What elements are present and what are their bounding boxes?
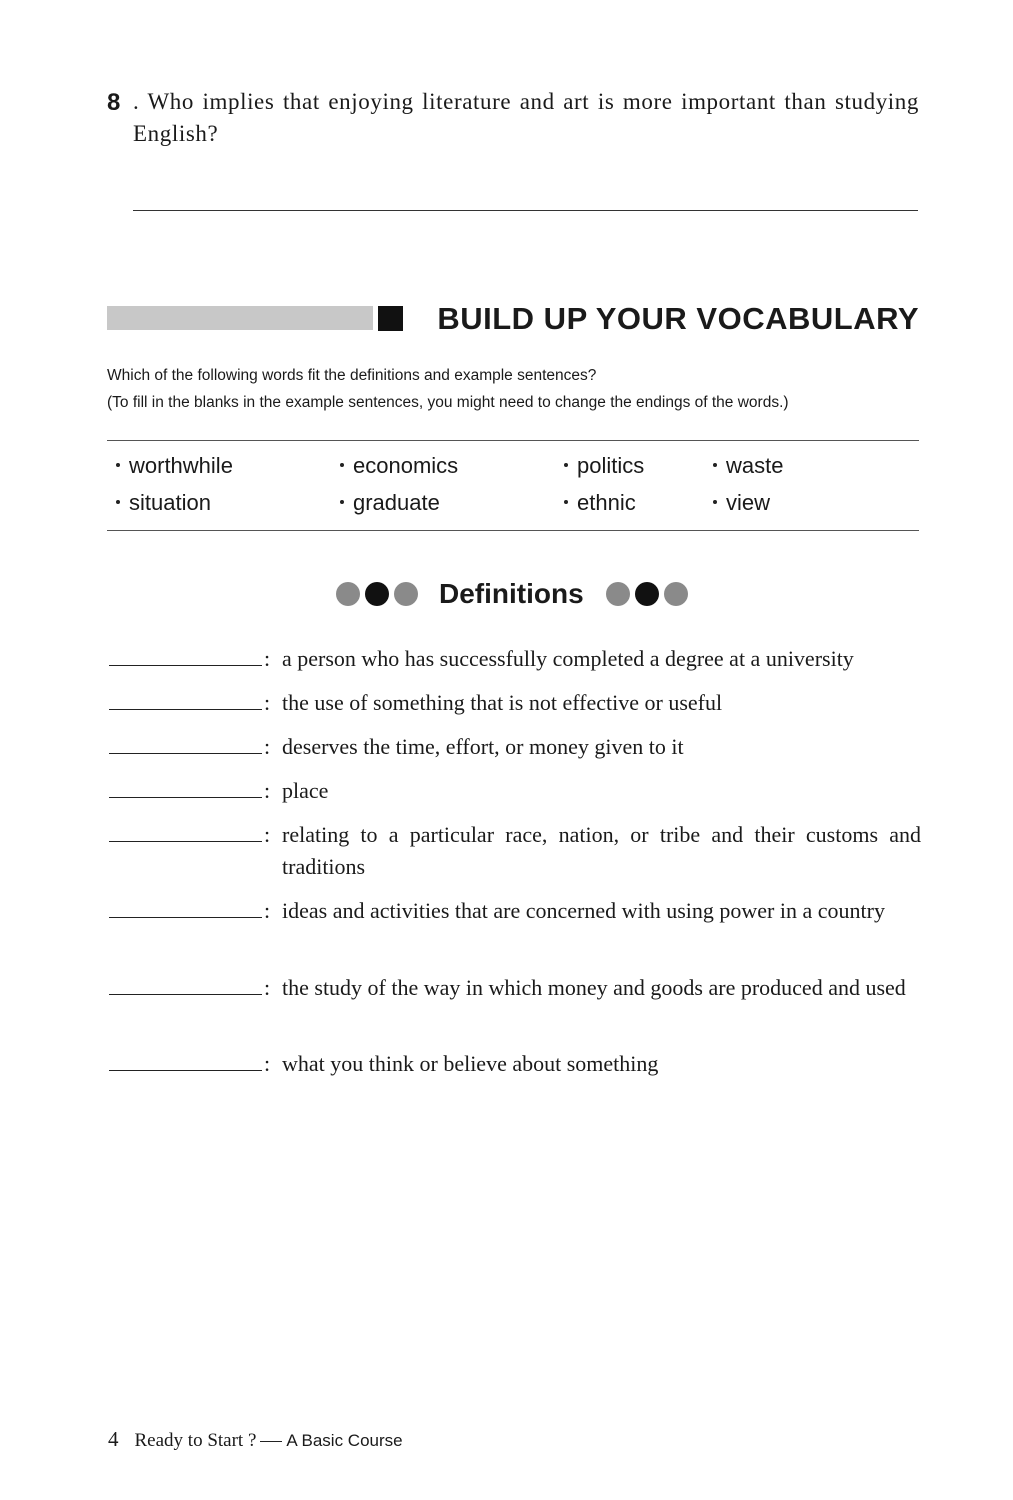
- page-number: 4: [108, 1427, 119, 1451]
- definition-row: : a person who has successfully completed a degree at a university: [109, 643, 921, 675]
- question-text: . Who implies that enjoying literature and art is more important than studying English?: [133, 89, 919, 146]
- definition-text: the study of the way in which money and goods are produced and used: [282, 975, 906, 1000]
- gray-circle-icon: [336, 582, 360, 606]
- section-title: BUILD UP YOUR VOCABULARY: [437, 301, 919, 336]
- word-item: situation: [116, 489, 211, 517]
- answer-blank[interactable]: [109, 1048, 262, 1071]
- definition-text: a person who has successfully completed a degree at a university: [282, 646, 854, 671]
- instruction-line-1: Which of the following words fit the definitions and example sentences?: [107, 367, 597, 384]
- black-circle-icon: [635, 582, 659, 606]
- definition-text: the use of something that is not effective or useful: [282, 690, 723, 715]
- bullet-icon: [564, 500, 568, 504]
- answer-blank[interactable]: [109, 775, 262, 798]
- word-item: graduate: [340, 489, 440, 517]
- definition-row: : place: [109, 775, 921, 807]
- definitions-title: Definitions: [439, 578, 584, 609]
- answer-blank[interactable]: [109, 643, 262, 666]
- bullet-icon: [564, 463, 568, 467]
- gray-circle-icon: [664, 582, 688, 606]
- definition-row: : deserves the time, effort, or money given to it: [109, 731, 921, 763]
- em-dash: [260, 1441, 282, 1442]
- answer-blank[interactable]: [109, 687, 262, 710]
- definition-text: what you think or believe about something: [282, 1051, 659, 1076]
- word-item: economics: [340, 452, 458, 480]
- definition-text: relating to a particular race, nation, or tribe and their customs and traditions: [282, 822, 921, 879]
- bullet-icon: [116, 463, 120, 467]
- word-item: waste: [713, 452, 783, 480]
- answer-line[interactable]: [133, 210, 918, 211]
- page-footer: [108, 1426, 403, 1454]
- black-square-icon: [378, 306, 403, 331]
- word-item: politics: [564, 452, 644, 480]
- definitions-heading: [336, 574, 696, 614]
- definition-row: : the study of the way in which money and goods are produced and used: [109, 972, 921, 1004]
- definition-row: : ideas and activities that are concerned with using power in a country: [109, 895, 921, 927]
- instructions: [107, 362, 789, 416]
- answer-blank[interactable]: [109, 731, 262, 754]
- definition-text: ideas and activities that are concerned with using power in a country: [282, 898, 885, 923]
- bullet-icon: [116, 500, 120, 504]
- banner-gray-bar: [107, 306, 373, 330]
- bullet-icon: [713, 463, 717, 467]
- bullet-icon: [340, 500, 344, 504]
- definition-row: : the use of something that is not effective or useful: [109, 687, 921, 719]
- bullet-icon: [713, 500, 717, 504]
- section-banner: [107, 302, 919, 338]
- word-item: ethnic: [564, 489, 636, 517]
- gray-circle-icon: [394, 582, 418, 606]
- gray-circle-icon: [606, 582, 630, 606]
- black-circle-icon: [365, 582, 389, 606]
- question-8: [107, 86, 919, 150]
- word-box: [107, 440, 919, 531]
- definition-text: place: [282, 778, 329, 803]
- word-item: view: [713, 489, 770, 517]
- definition-row: : what you think or believe about something: [109, 1048, 921, 1080]
- bullet-icon: [340, 463, 344, 467]
- book-title: Ready to Start ?: [134, 1430, 257, 1451]
- definition-text: deserves the time, effort, or money given to it: [282, 734, 684, 759]
- question-number: 8: [107, 89, 121, 116]
- word-item: worthwhile: [116, 452, 233, 480]
- answer-blank[interactable]: [109, 972, 262, 995]
- book-subtitle: A Basic Course: [286, 1431, 403, 1450]
- instruction-line-2: (To fill in the blanks in the example sentences, you might need to change the endings of the words.): [107, 394, 789, 411]
- answer-blank[interactable]: [109, 819, 262, 842]
- answer-blank[interactable]: [109, 895, 262, 918]
- definition-row: : relating to a particular race, nation, or tribe and their customs and traditions: [109, 819, 921, 883]
